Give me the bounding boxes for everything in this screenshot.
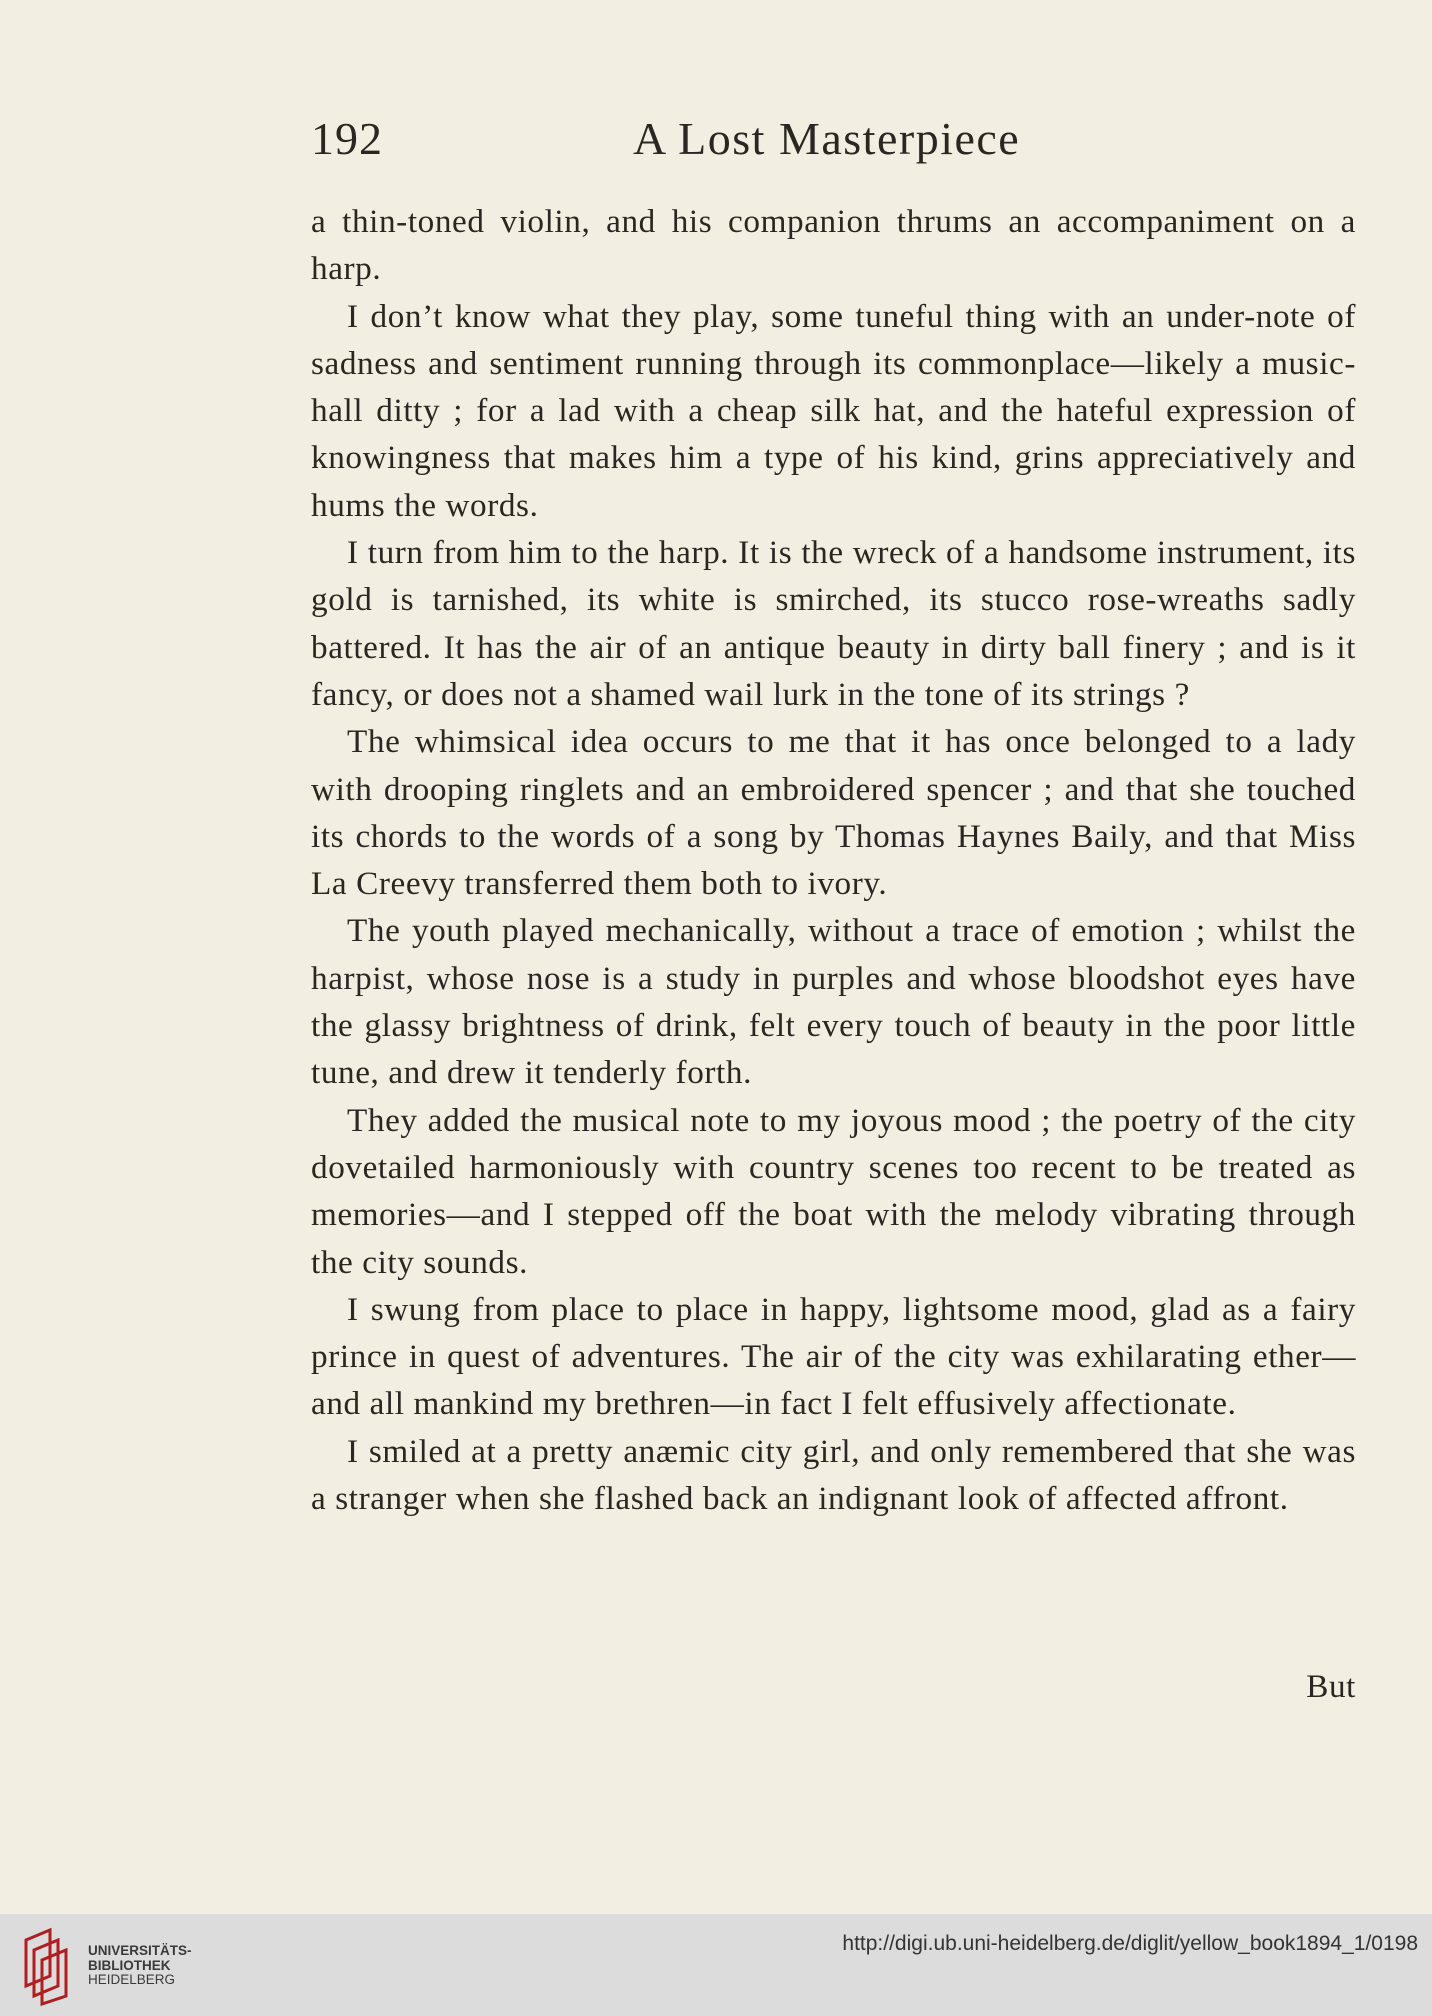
- paragraph: I smiled at a pretty anæmic city girl, and only remembered that she was a stranger when she flashed back an indignant look of affected affront.: [311, 1432, 1356, 1518]
- footer-bar: [0, 1914, 1432, 2016]
- paragraph: I don’t know what they play, some tuneful thing with an under-note of sadness and sentiment running through its commonplace—likely a music-hall ditty ; for a lad with a cheap silk hat, and the hateful expression of knowingness that makes him a type of his kind, grins appreciatively and hums the words.: [311, 297, 1356, 524]
- library-name-line: BIBLIOTHEK: [88, 1957, 171, 1973]
- paragraph: They added the musical note to my joyous mood ; the poetry of the city dovetailed harmoniously with country scenes too recent to be treated as memories—and I stepped off the boat with the melody vibrating through the city sounds.: [311, 1101, 1356, 1281]
- paragraph: The whimsical idea occurs to me that it has once belonged to a lady with drooping ringlets and an embroidered spencer ; and that she touched its chords to the words of a song by Thomas Haynes Baily, and that Miss La Creevy transferred them both to ivory.: [311, 723, 1356, 903]
- paragraph: The youth played mechanically, without a trace of emotion ; whilst the harpist, whose nose is a study in purples and whose bloodshot eyes have the glassy brightness of drink, felt every touch of beauty in the poor little tune, and drew it tenderly forth.: [311, 912, 1356, 1092]
- page-header: [311, 112, 1356, 172]
- paragraph: a thin-toned violin, and his companion thrums an accompaniment on a harp.: [311, 203, 1356, 288]
- library-name-line: HEIDELBERG: [88, 1972, 176, 1987]
- running-title: A Lost Masterpiece: [633, 113, 1021, 164]
- library-name: [88, 1944, 192, 1988]
- paragraph: I swung from place to place in happy, lightsome mood, glad as a fairy prince in quest of adventures. The air of the city was exhilarating ether—and all mankind my brethren—in fact I felt effusively affectionate.: [311, 1290, 1356, 1423]
- catchword: But: [1306, 1668, 1356, 1705]
- library-name-line: UNIVERSITÄTS-: [88, 1943, 192, 1958]
- source-url-link[interactable]: http://digi.ub.uni-heidelberg.de/diglit/yellow_book1894_1/0198: [842, 1932, 1418, 1955]
- paragraph: I turn from him to the harp. It is the wreck of a handsome instrument, its gold is tarnished, its white is smirched, its stucco rose-wreaths sadly battered. It has the air of an antique beauty in dirty ball finery ; and is it fancy, or does not a shamed wail lurk in the tone of its strings ?: [311, 534, 1356, 713]
- library-logo-icon[interactable]: [16, 1926, 80, 2006]
- page-number: 192: [311, 113, 383, 164]
- body-text: [311, 198, 1356, 1522]
